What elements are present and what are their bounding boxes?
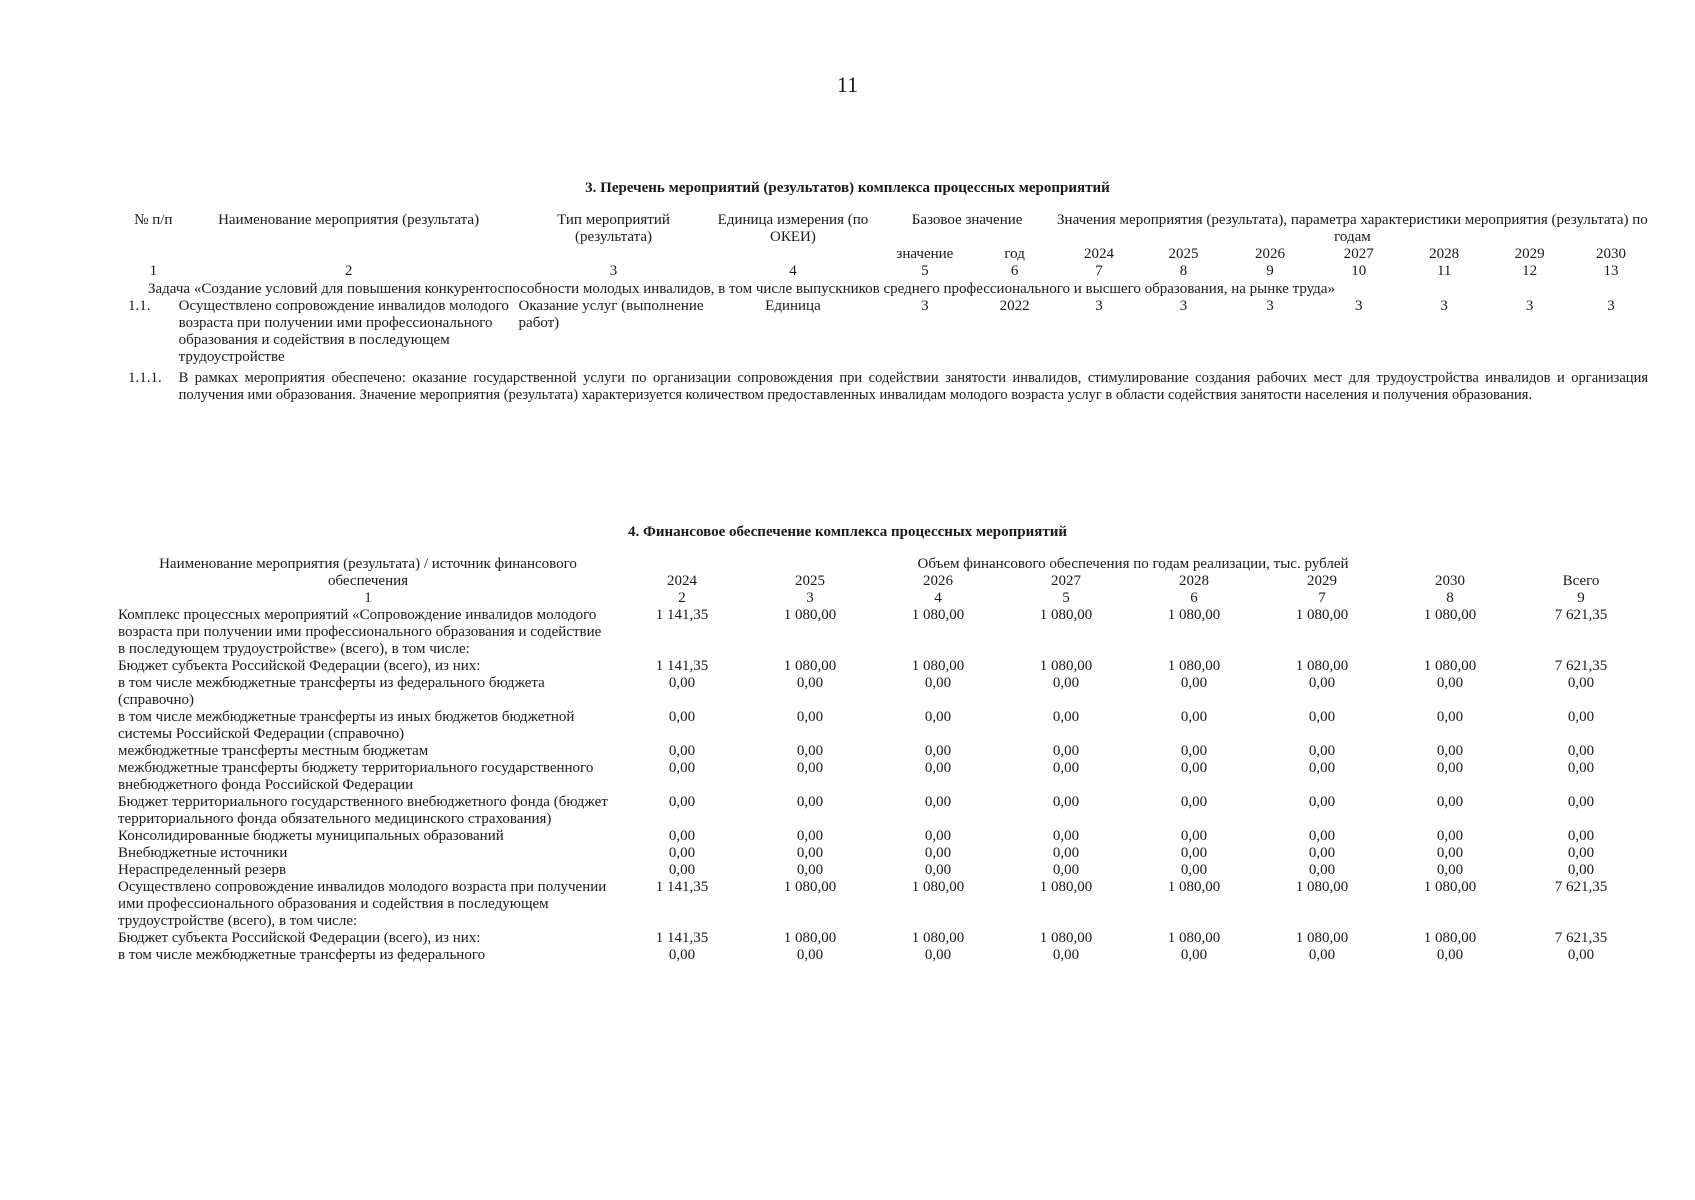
row-value: 0,00 [1308,794,1336,810]
col-number: 1 [149,263,158,279]
col-type-header: Тип мероприятий (результата) [557,212,670,245]
row-total: 0,00 [1567,862,1595,878]
row-name: Бюджет субъекта Российской Федерации (всего), из них: [118,658,481,674]
row-value: 0,00 [796,947,824,963]
row-value: 0,00 [1436,828,1464,844]
task-text: Задача «Создание условий для повышения конкурентоспособности молодых инвалидов, в том числе выпускников среднего профессионального и высшего образования, на рынке труда» [148,281,1335,297]
row-name: в том числе межбюджетные трансферты из иных бюджетов бюджетной системы Российской Федерации (справочно) [118,709,575,742]
row-unit: Единица [765,298,821,314]
col-year-header: 2024 [667,573,697,589]
row-value: 1 080,00 [911,930,965,946]
col-number: 7 [1095,263,1103,279]
col-number: 9 [1266,263,1274,279]
row-value: 1 141,35 [655,607,709,623]
subrow-text: В рамках мероприятия обеспечено: оказание государственной услуги по организации сопровождения при содействии занятости инвалидов, стимулирование создания рабочих мест для трудоустройства инвалидов и организация получения ими образования. Значение мероприятия (результата) характеризуется количеством предоставленных инвалидам молодого возраста услуг в области содействия занятости населения и получения образования. [178,370,1648,403]
col-number: 3 [609,263,618,279]
table-row [118,828,1648,845]
row-value: 0,00 [1436,947,1464,963]
row-value: 0,00 [1308,828,1336,844]
col-number: 8 [1446,590,1454,606]
col-number: 5 [921,263,929,279]
row-name: Бюджет территориального государственного внебюджетного фонда (бюджет территориального фонда обязательного медицинского страхования) [118,794,608,827]
finance-table [118,556,1648,964]
row-base-value: 3 [921,298,929,314]
col-year-header: 2026 [1255,246,1286,262]
row-value: 0,00 [1308,709,1336,725]
col-number: 3 [806,590,814,606]
row-value: 3 [1266,298,1274,314]
row-total: 7 621,35 [1554,607,1608,623]
row-value: 1 080,00 [1423,930,1477,946]
row-value: 0,00 [1436,709,1464,725]
row-value: 0,00 [924,947,952,963]
row-value: 0,00 [1052,862,1080,878]
table1-colnum-row [128,263,1648,280]
row-value: 0,00 [668,675,696,691]
row-value: 3 [1607,298,1615,314]
row-value: 1 080,00 [1423,658,1477,674]
row-value: 0,00 [1180,709,1208,725]
col-year-header: 2027 [1343,246,1374,262]
col-number: 11 [1436,263,1452,279]
row-value: 1 080,00 [911,607,965,623]
row-value: 0,00 [924,794,952,810]
row-value: 1 080,00 [1167,607,1221,623]
row-name: Бюджет субъекта Российской Федерации (всего), из них: [118,930,481,946]
row-value: 0,00 [668,743,696,759]
row-value: 1 080,00 [1039,658,1093,674]
row-value: 1 080,00 [783,658,837,674]
row-total: 0,00 [1567,675,1595,691]
row-value: 1 080,00 [783,879,837,895]
row-value: 0,00 [1180,947,1208,963]
row-value: 0,00 [1180,760,1208,776]
section4-title: 4. Финансовое обеспечение комплекса процессных мероприятий [628,524,1067,540]
activities-table [128,212,1648,404]
col-year-header: 2029 [1307,573,1337,589]
row-value: 3 [1525,298,1534,314]
row-name: Осуществлено сопровождение инвалидов молодого возраста при получении ими профессионального образования и содействия в последующем трудоустройстве [178,298,509,365]
row-value: 0,00 [668,760,696,776]
row-total: 0,00 [1567,828,1595,844]
row-value: 1 141,35 [655,658,709,674]
col-number: 2 [678,590,686,606]
col-number: 8 [1179,263,1188,279]
row-value: 1 080,00 [1039,930,1093,946]
row-value: 1 080,00 [1039,607,1093,623]
row-value: 0,00 [1436,862,1464,878]
row-value: 0,00 [796,828,824,844]
row-value: 0,00 [924,743,952,759]
col-year-header: 2029 [1514,246,1545,262]
section3-title: 3. Перечень мероприятий (результатов) комплекса процессных мероприятий [585,180,1110,196]
col-name-header: Наименование мероприятия (результата) / источник финансового обеспечения [159,556,577,589]
row-no: 1.1. [128,298,151,314]
row-name: Консолидированные бюджеты муниципальных образований [118,828,504,844]
row-value: 0,00 [796,760,824,776]
table1-header-row [128,212,1648,246]
row-value: 1 141,35 [655,930,709,946]
col-year-header: 2028 [1179,573,1209,589]
table-row [118,743,1648,760]
task-row [128,280,1648,298]
row-value: 0,00 [796,862,824,878]
row-total: 0,00 [1567,794,1595,810]
table-row [128,298,1648,366]
col-base-value-header: значение [896,246,954,262]
col-no-header: № п/п [134,212,173,228]
row-value: 0,00 [668,845,696,861]
row-value: 0,00 [1436,675,1464,691]
table-row [118,760,1648,794]
row-value: 0,00 [1052,760,1080,776]
col-number: 4 [934,590,942,606]
col-number: 12 [1522,263,1538,279]
row-value: 0,00 [924,675,952,691]
col-year-header: 2030 [1435,573,1465,589]
row-name: Внебюджетные источники [118,845,288,861]
col-year-header: 2028 [1429,246,1460,262]
table-row [118,794,1648,828]
row-name: Комплекс процессных мероприятий «Сопровождение инвалидов молодого возраста при получении ими профессионального образования и содействие в последующем трудоустройстве» (всего), в том числе: [118,607,602,657]
col-number: 1 [364,590,372,606]
row-value: 0,00 [1052,675,1080,691]
row-value: 1 080,00 [1423,879,1477,895]
row-value: 0,00 [1308,862,1336,878]
row-value: 0,00 [1308,743,1336,759]
row-value: 1 080,00 [1039,879,1093,895]
row-value: 0,00 [1180,845,1208,861]
row-name: Нераспределенный резерв [118,862,287,878]
row-value: 0,00 [924,845,952,861]
row-value: 0,00 [1180,828,1208,844]
row-value: 0,00 [924,760,952,776]
row-value: 0,00 [1436,760,1464,776]
row-value: 0,00 [1308,947,1336,963]
row-value: 0,00 [1308,675,1336,691]
col-year-header: 2025 [1168,246,1199,262]
col-year-header: 2027 [1051,573,1081,589]
row-value: 1 141,35 [655,879,709,895]
table-row [118,930,1648,947]
row-value: 0,00 [1052,743,1080,759]
col-base-year-header: год [1004,246,1025,262]
table-row [118,675,1648,709]
row-value: 1 080,00 [1167,879,1221,895]
row-name: Осуществлено сопровождение инвалидов молодого возраста при получении ими профессионального образования и содействия в последующем трудоустройстве (всего), в том числе: [118,879,607,929]
table-row [118,879,1648,930]
subrow-no: 1.1.1. [128,370,162,386]
row-value: 3 [1179,298,1188,314]
row-name: межбюджетные трансферты местным бюджетам [118,743,429,759]
col-number: 4 [789,263,797,279]
table-row [118,862,1648,879]
row-total: 7 621,35 [1554,658,1608,674]
row-value: 0,00 [1180,743,1208,759]
row-total: 0,00 [1567,743,1595,759]
row-value: 0,00 [796,794,824,810]
row-value: 0,00 [924,828,952,844]
col-number: 6 [1010,263,1019,279]
table-row [118,607,1648,658]
row-value: 1 080,00 [1167,658,1221,674]
row-total: 7 621,35 [1554,879,1608,895]
row-value: 0,00 [924,709,952,725]
row-value: 1 080,00 [911,658,965,674]
row-value: 0,00 [1052,828,1080,844]
row-value: 0,00 [1308,760,1336,776]
row-value: 0,00 [924,862,952,878]
row-value: 0,00 [1308,845,1336,861]
row-value: 0,00 [1052,709,1080,725]
col-base-header: Базовое значение [911,212,1023,228]
row-type: Оказание услуг (выполнение работ) [518,298,704,331]
row-value: 0,00 [796,709,824,725]
row-value: 1 080,00 [1167,930,1221,946]
col-number: 10 [1351,263,1367,279]
row-value: 0,00 [668,947,696,963]
row-total: 0,00 [1567,947,1595,963]
row-value: 0,00 [1052,947,1080,963]
col-name-header: Наименование мероприятия (результата) [218,212,480,228]
col-number: 2 [344,263,353,279]
finance-rows [118,607,1648,964]
row-value: 0,00 [796,675,824,691]
table-row [118,845,1648,862]
row-value: 1 080,00 [783,930,837,946]
row-value: 0,00 [1436,794,1464,810]
row-total: 0,00 [1567,760,1595,776]
col-year-header: 2025 [795,573,825,589]
row-value: 0,00 [668,862,696,878]
row-value: 1 080,00 [1295,879,1349,895]
col-number: 6 [1190,590,1198,606]
row-value: 0,00 [668,709,696,725]
col-year-header: 2026 [923,573,953,589]
row-name: в том числе межбюджетные трансферты из федерального [118,947,486,963]
row-value: 0,00 [1180,794,1208,810]
row-value: 0,00 [1052,845,1080,861]
col-number: 13 [1603,263,1619,279]
col-year-header: 2024 [1084,246,1115,262]
table-row [128,366,1648,404]
row-value: 1 080,00 [1295,658,1349,674]
row-value: 3 [1440,298,1448,314]
col-number: 7 [1318,590,1326,606]
col-values-header: Значения мероприятия (результата), параметра характеристики мероприятия (результата) по годам [1057,212,1648,245]
row-value: 0,00 [1436,743,1464,759]
col-number: 5 [1062,590,1070,606]
row-total: 7 621,35 [1554,930,1608,946]
table-row [118,947,1648,964]
row-value: 0,00 [796,845,824,861]
row-total: 0,00 [1567,845,1595,861]
row-value: 1 080,00 [1295,930,1349,946]
row-value: 0,00 [668,828,696,844]
row-value: 1 080,00 [911,879,965,895]
row-name: межбюджетные трансферты бюджету территориального государственного внебюджетного фонда Российской Федерации [118,760,594,793]
table2-colnum-row [118,590,1648,607]
row-value: 0,00 [1180,675,1208,691]
row-value: 3 [1095,298,1103,314]
row-value: 0,00 [668,794,696,810]
row-value: 0,00 [1436,845,1464,861]
row-value: 0,00 [1180,862,1208,878]
table-row [118,658,1648,675]
row-base-year: 2022 [999,298,1030,314]
row-value: 0,00 [796,743,824,759]
table-row [118,709,1648,743]
row-value: 1 080,00 [1423,607,1477,623]
table2-header-row [118,556,1648,573]
col-volume-header: Объем финансового обеспечения по годам реализации, тыс. рублей [917,556,1349,572]
row-total: 0,00 [1567,709,1595,725]
row-value: 0,00 [1052,794,1080,810]
col-year-header: 2030 [1596,246,1626,262]
row-name: в том числе межбюджетные трансферты из федерального бюджета (справочно) [118,675,545,708]
col-number: 9 [1577,590,1585,606]
row-value: 1 080,00 [783,607,837,623]
row-value: 1 080,00 [1295,607,1349,623]
col-unit-header: Единица измерения (по ОКЕИ) [717,212,869,245]
col-total-header: Всего [1562,573,1600,589]
page-number: 11 [836,72,859,97]
row-value: 3 [1354,298,1363,314]
